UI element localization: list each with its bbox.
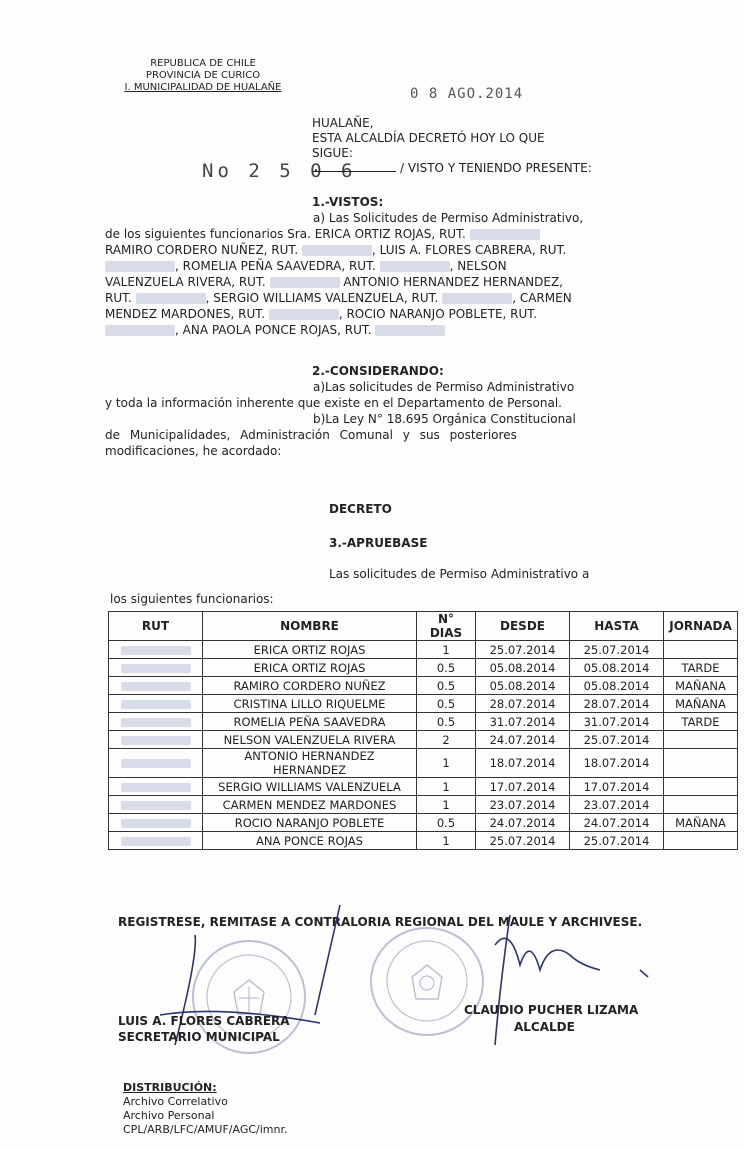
redacted-rut [380,261,450,272]
days-cell: 0.5 [417,695,476,713]
considerando-line: y toda la información inherente que existe en el Departamento de Personal. [105,396,562,410]
shift-cell: MAÑANA [664,814,738,832]
vistos-text: , SERGIO WILLIAMS VALENZUELA, RUT. [205,291,439,305]
vistos-line: a) Las Solicitudes de Permiso Administrativo, [313,211,584,225]
vistos-text: MENDEZ MARDONES, RUT. [105,307,266,321]
apruebase-line2: los siguientes funcionarios: [110,592,274,606]
from-cell: 25.07.2014 [476,832,570,850]
table-row [109,695,738,713]
registrese-line: REGISTRESE, REMITASE A CONTRALORIA REGIONAL DEL MAULE Y ARCHIVESE. [118,915,643,929]
col-dias: N° DIAS [417,612,476,641]
letterhead-municipality: I. MUNICIPALIDAD DE HUALAÑE [124,82,282,93]
from-cell: 28.07.2014 [476,695,570,713]
name-cell: CRISTINA LILLO RIQUELME [203,695,417,713]
shift-cell: TARDE [664,713,738,731]
to-cell: 25.07.2014 [570,641,664,659]
vistos-text: , CARMEN [512,291,572,305]
redacted-rut [121,783,191,792]
days-cell: 1 [417,749,476,778]
table-row [109,778,738,796]
redacted-rut [121,759,191,768]
rut-cell-redacted [109,659,203,677]
col-rut: RUT [109,612,203,641]
to-cell: 25.07.2014 [570,832,664,850]
from-cell: 24.07.2014 [476,731,570,749]
from-cell: 18.07.2014 [476,749,570,778]
vistos-text: ANTONIO HERNANDEZ HERNANDEZ, [343,275,563,289]
redacted-rut [470,229,540,240]
days-cell: 0.5 [417,814,476,832]
letterhead [118,58,288,94]
shift-cell [664,641,738,659]
name-cell: RAMIRO CORDERO NUÑEZ [203,677,417,695]
name-cell: CARMEN MENDEZ MARDONES [203,796,417,814]
redacted-rut [121,801,191,810]
letterhead-country: REPUBLICA DE CHILE [150,58,256,69]
from-cell: 24.07.2014 [476,814,570,832]
vistos-paragraph [105,210,635,338]
col-jornada: JORNADA [664,612,738,641]
to-cell: 24.07.2014 [570,814,664,832]
considerando-line: modificaciones, he acordado: [105,444,282,458]
distribution-item: Archivo Correlativo [123,1095,228,1108]
visto-text: / VISTO Y TENIENDO PRESENTE: [400,161,592,175]
col-desde: DESDE [476,612,570,641]
redacted-rut [442,293,512,304]
redacted-rut [121,646,191,655]
redacted-rut [121,819,191,828]
vistos-text: VALENZUELA RIVERA, RUT. [105,275,266,289]
table-row [109,832,738,850]
rut-cell-redacted [109,796,203,814]
days-cell: 1 [417,796,476,814]
days-cell: 2 [417,731,476,749]
vistos-title: 1.-VISTOS: [312,195,384,209]
table-row [109,796,738,814]
name-cell: SERGIO WILLIAMS VALENZUELA [203,778,417,796]
table-header-row [109,612,738,641]
distribution-block [123,1081,288,1137]
redacted-rut [121,837,191,846]
days-cell: 1 [417,641,476,659]
redacted-rut [121,718,191,727]
mayor-title: ALCALDE [514,1020,575,1034]
shift-cell [664,731,738,749]
mayor-name: CLAUDIO PUCHER LIZAMA [464,1003,639,1017]
date-stamp: 0 8 AGO.2014 [410,86,524,102]
name-cell: NELSON VALENZUELA RIVERA [203,731,417,749]
to-cell: 18.07.2014 [570,749,664,778]
letterhead-province: PROVINCIA DE CURICO [145,70,261,81]
vistos-text: RUT. [105,291,132,305]
col-nombre: NOMBRE [203,612,417,641]
vistos-text: de los siguientes funcionarios Sra. ERICA ORTIZ ROJAS, RUT. [105,227,466,241]
decreto-title: DECRETO [329,502,392,516]
rut-cell-redacted [109,713,203,731]
distribution-item: Archivo Personal [123,1109,215,1122]
considerando-title: 2.-CONSIDERANDO: [312,364,444,378]
name-cell: ERICA ORTIZ ROJAS [203,641,417,659]
shift-cell: MAÑANA [664,677,738,695]
shift-cell [664,796,738,814]
days-cell: 0.5 [417,713,476,731]
rut-cell-redacted [109,695,203,713]
apruebase-line1: Las solicitudes de Permiso Administrativo a [329,567,590,581]
shift-cell [664,778,738,796]
rut-cell-redacted [109,832,203,850]
redacted-rut [121,700,191,709]
from-cell: 17.07.2014 [476,778,570,796]
table-row [109,713,738,731]
shift-cell [664,832,738,850]
intro-block [312,116,545,161]
vistos-text: , LUIS A. FLORES CABRERA, RUT. [371,243,567,257]
to-cell: 05.08.2014 [570,659,664,677]
table-row [109,731,738,749]
from-cell: 25.07.2014 [476,641,570,659]
from-cell: 31.07.2014 [476,713,570,731]
to-cell: 23.07.2014 [570,796,664,814]
rut-cell-redacted [109,641,203,659]
vistos-text: , NELSON [449,259,507,273]
left-signature-stroke [175,935,195,1045]
shift-cell: TARDE [664,659,738,677]
permits-table [108,611,738,850]
redacted-rut [121,682,191,691]
rut-cell-redacted [109,778,203,796]
redacted-rut [302,245,372,256]
shift-cell: MAÑANA [664,695,738,713]
table-row [109,677,738,695]
vistos-text: , ANA PAOLA PONCE ROJAS, RUT. [175,323,372,337]
days-cell: 0.5 [417,677,476,695]
redacted-rut [121,664,191,673]
rut-cell-redacted [109,814,203,832]
rut-cell-redacted [109,731,203,749]
rut-cell-redacted [109,677,203,695]
col-hasta: HASTA [570,612,664,641]
name-cell: ANA PONCE ROJAS [203,832,417,850]
name-cell: ROCIO NARANJO POBLETE [203,814,417,832]
redacted-rut [269,309,339,320]
shift-cell [664,749,738,778]
name-cell: ANTONIO HERNANDEZ HERNANDEZ [203,749,417,778]
considerando-paragraph [105,379,635,459]
days-cell: 1 [417,778,476,796]
days-cell: 0.5 [417,659,476,677]
distribution-initials: CPL/ARB/LFC/AMUF/AGC/imnr. [123,1123,288,1136]
name-cell: ROMELIA PEÑA SAAVEDRA [203,713,417,731]
vistos-text: , ROMELIA PEÑA SAAVEDRA, RUT. [175,259,376,273]
to-cell: 28.07.2014 [570,695,664,713]
name-cell: ERICA ORTIZ ROJAS [203,659,417,677]
secretary-name: LUIS A. FLORES CABRERA [118,1014,290,1028]
redacted-rut [136,293,206,304]
right-signature-stroke [495,938,600,970]
visto-line [312,161,592,175]
redacted-rut [105,325,175,336]
to-cell: 17.07.2014 [570,778,664,796]
apruebase-title: 3.-APRUEBASE [329,536,428,550]
considerando-line: a)Las solicitudes de Permiso Administrativo [313,380,575,394]
secretary-title: SECRETARIO MUNICIPAL [118,1030,280,1044]
considerando-line: b)La Ley N° 18.695 Orgánica Constitucional [313,412,576,426]
redacted-rut [270,277,340,288]
from-cell: 23.07.2014 [476,796,570,814]
table-row [109,814,738,832]
to-cell: 31.07.2014 [570,713,664,731]
decree-number: No 2 5 0 6 [202,160,357,182]
intro-line3: SIGUE: [312,146,353,160]
redacted-rut [121,736,191,745]
distribution-title: DISTRIBUCIÓN: [123,1081,217,1094]
from-cell: 05.08.2014 [476,659,570,677]
table-row [109,749,738,778]
redacted-rut [375,325,445,336]
to-cell: 05.08.2014 [570,677,664,695]
rut-cell-redacted [109,749,203,778]
intro-line2: ESTA ALCALDÍA DECRETÓ HOY LO QUE [312,131,545,145]
days-cell: 1 [417,832,476,850]
vistos-text: RAMIRO CORDERO NUÑEZ, RUT. [105,243,299,257]
vistos-text: , ROCIO NARANJO POBLETE, RUT. [338,307,538,321]
table-row [109,659,738,677]
considerando-line: de Municipalidades, Administración Comunal y sus posteriores [105,428,517,442]
redacted-rut [105,261,175,272]
from-cell: 05.08.2014 [476,677,570,695]
table-row [109,641,738,659]
intro-place: HUALAÑE, [312,116,374,130]
to-cell: 25.07.2014 [570,731,664,749]
